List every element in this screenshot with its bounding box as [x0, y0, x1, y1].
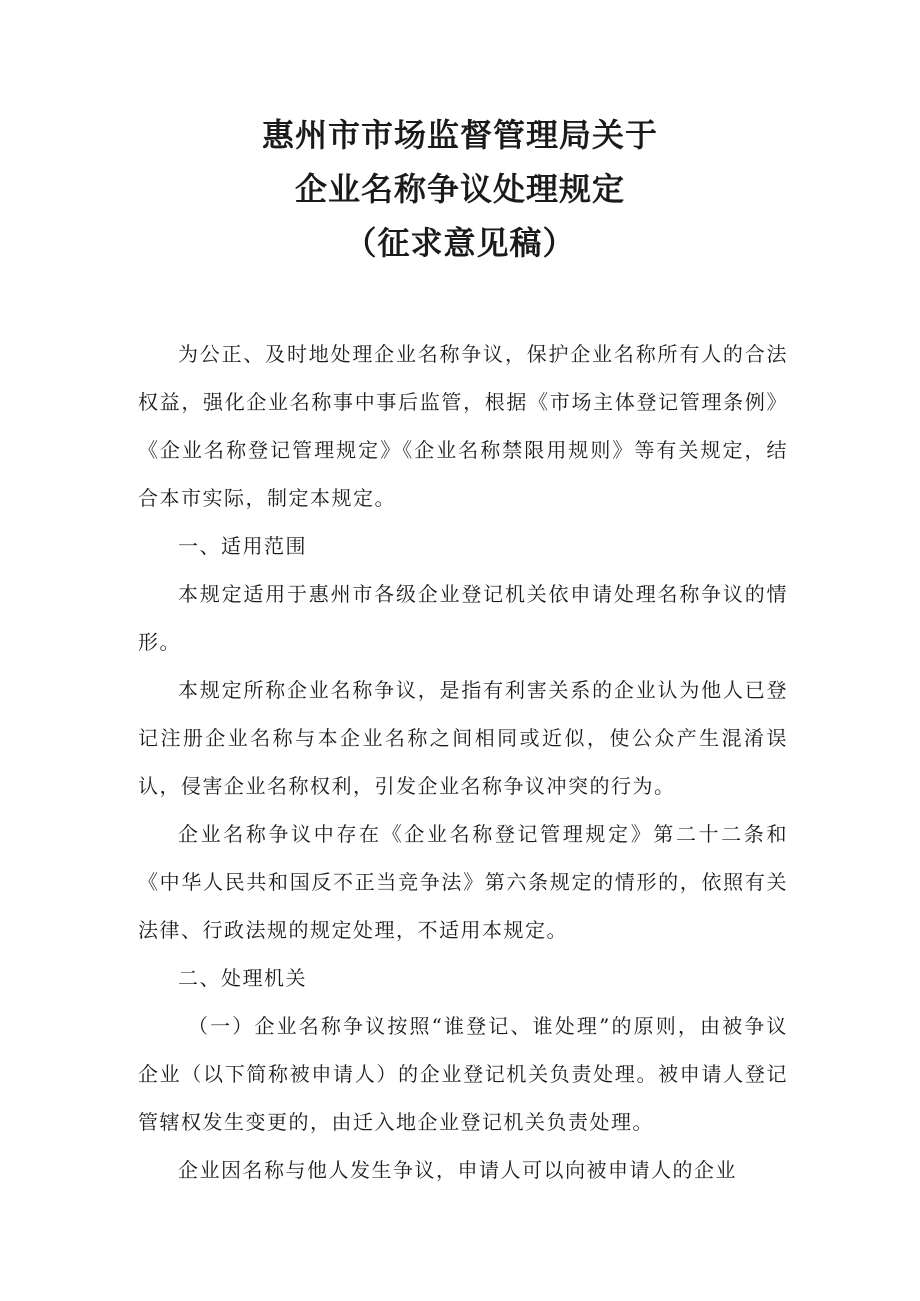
application-paragraph: 企业因名称与他人发生争议，申请人可以向被申请人的企业	[178, 1158, 737, 1182]
title-line-1: 惠州市市场监督管理局关于	[261, 116, 658, 154]
title-line-2: 企业名称争议处理规定	[294, 170, 625, 208]
preamble-paragraph: 为公正、及时地处理企业名称争议，保护企业名称所有人的合法权益，强化企业名称事中事后监管，根据《市场主体登记管理条例》《企业名称登记管理规定》《企业名称禁限用规则》等有关规定，结合本市实际，制定本规定。	[138, 342, 788, 510]
section-heading-scope: 一、适用范围	[178, 534, 307, 558]
document-title	[0, 108, 920, 270]
definition-paragraph: 本规定所称企业名称争议，是指有利害关系的企业认为他人已登记注册企业名称与本企业名称之间相同或近似，使公众产生混淆误认，侵害企业名称权利，引发企业名称争议冲突的行为。	[138, 678, 788, 798]
scope-paragraph: 本规定适用于惠州市各级企业登记机关依申请处理名称争议的情形。	[138, 582, 788, 654]
authority-item-1-paragraph: （一）企业名称争议按照“谁登记、谁处理”的原则，由被争议企业（以下简称被申请人）的企业登记机关负责处理。被申请人登记管辖权发生变更的，由迁入地企业登记机关负责处理。	[138, 1014, 788, 1134]
exclusion-paragraph: 企业名称争议中存在《企业名称登记管理规定》第二十二条和《中华人民共和国反不正当竞争法》第六条规定的情形的，依照有关法律、行政法规的规定处理，不适用本规定。	[138, 822, 788, 942]
title-line-3: （征求意见稿）	[344, 224, 576, 262]
section-heading-authority: 二、处理机关	[178, 966, 307, 990]
document-body	[138, 330, 788, 1194]
